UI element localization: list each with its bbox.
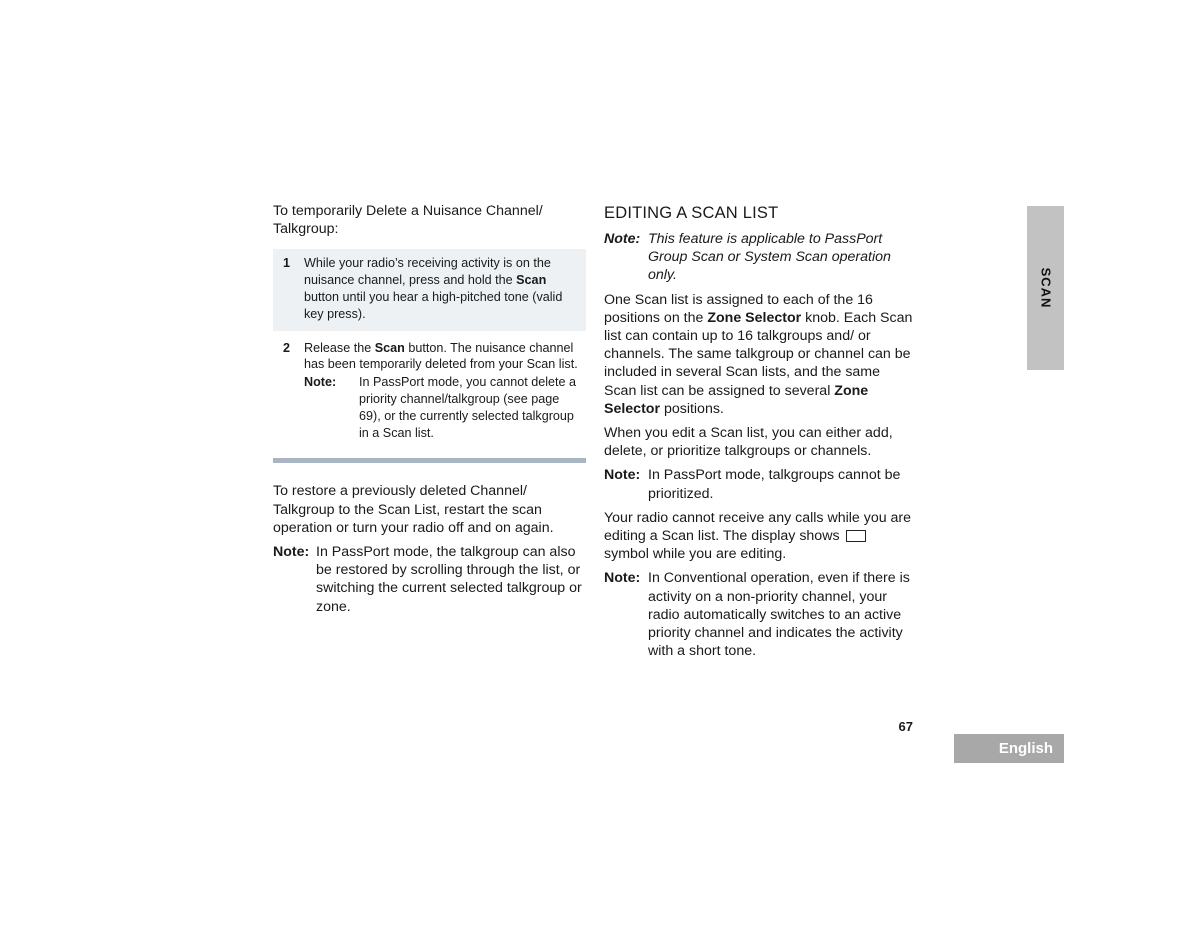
left-column	[273, 202, 586, 616]
display-rectangle-icon	[846, 530, 866, 542]
step-text: While your radio’s receiving activity is on the nuisance channel, press and hold the Scan button until you hear a high-pitched tone (valid key press).	[304, 256, 563, 321]
note-label: Note:	[604, 231, 641, 247]
restore-note	[273, 543, 586, 616]
note-text: In PassPort mode, you cannot delete a priority channel/talkgroup (see page 69), or the currently selected talkgroup in a Scan list.	[359, 375, 577, 440]
conventional-note	[604, 569, 916, 660]
scan-button-term: Scan	[516, 273, 547, 288]
step-2	[273, 331, 586, 450]
editing-display-paragraph: Your radio cannot receive any calls while you are editing a Scan list. The display shows symbol while you are editing.	[604, 509, 912, 563]
step-number: 2	[283, 340, 291, 355]
note-text: In PassPort mode, the talkgroup can also be restored by scrolling through the list, or switching the current selected talkgroup or zone.	[316, 543, 582, 615]
note-label: Note:	[604, 570, 641, 587]
scan-button-term: Scan	[374, 340, 405, 355]
zone-selector-term: Zone Selector	[604, 382, 869, 417]
step-number: 1	[283, 256, 291, 271]
note-label: Note:	[273, 543, 310, 560]
step-1	[273, 249, 586, 330]
note-text: This feature is applicable to PassPort Group Scan or System Scan operation only.	[648, 231, 891, 284]
note-text: In PassPort mode, talkgroups cannot be prioritized.	[648, 467, 901, 502]
applicability-note	[604, 230, 916, 285]
edit-paragraph: When you edit a Scan list, you can either add, delete, or prioritize talkgroups or channels.	[604, 425, 893, 460]
restore-text: To restore a previously deleted Channel/ Talkgroup to the Scan List, restart the scan operation or turn your radio off and on again.	[273, 483, 554, 536]
intro-text: To temporarily Delete a Nuisance Channel/ Talkgroup:	[273, 203, 543, 238]
note-label: Note:	[304, 375, 337, 390]
note-text: In Conventional operation, even if there is activity on a non-priority channel, your radio automatically switches to an active priority channel and indicates the activity with a short tone.	[648, 570, 910, 660]
section-tab	[1027, 206, 1064, 370]
page-number: 67	[898, 719, 913, 734]
zone-selector-term: Zone Selector	[707, 309, 802, 326]
step-note	[304, 374, 578, 441]
step-text: Release the Scan button. The nuisance channel has been temporarily deleted from your Scan list. Note: In PassPort mode, you cannot delete a priority channel/talkgroup (see page 69), or the currently selected talkgroup in a Scan list.	[304, 340, 578, 440]
prioritize-note	[604, 466, 916, 502]
section-title: EDITING A SCAN LIST	[604, 204, 779, 222]
right-column	[604, 202, 916, 660]
section-tab-label: SCAN	[1038, 267, 1053, 309]
scan-list-paragraph: One Scan list is assigned to each of the 16 positions on the Zone Selector knob. Each Scan list can contain up to 16 talkgroups and/ or channels. The same talkgroup or channel can be included in several Scan lists, and the same Scan list can be assigned to several Zone Selector positions.	[604, 291, 913, 417]
section-divider	[273, 458, 586, 463]
language-tab: English	[954, 734, 1064, 763]
note-label: Note:	[604, 467, 641, 484]
